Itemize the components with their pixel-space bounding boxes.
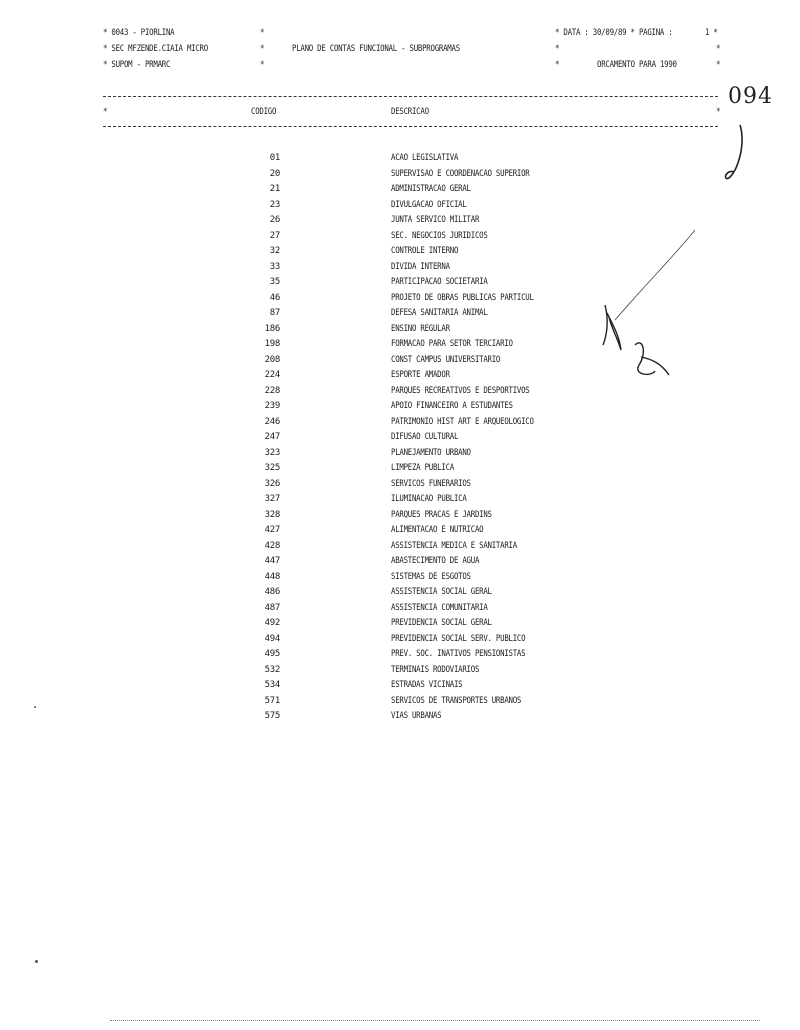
table-row <box>0 556 800 572</box>
row-description: SERVICOS DE TRANSPORTES URBANOS <box>391 695 522 706</box>
table-row <box>0 572 800 588</box>
row-description: ILUMINACAO PUBLICA <box>391 494 467 504</box>
row-description: PROJETO DE OBRAS PUBLICAS PARTICUL <box>391 292 534 303</box>
table-row <box>0 463 800 479</box>
row-code: 87 <box>269 308 280 318</box>
table-row <box>0 308 800 324</box>
row-code: 326 <box>264 478 280 489</box>
row-code: 224 <box>264 370 280 380</box>
row-code: 494 <box>264 633 280 644</box>
row-code: 246 <box>264 416 280 427</box>
column-header-code: CODIGO <box>251 107 277 117</box>
column-header-separator: * <box>716 107 721 117</box>
header-separator: * <box>716 60 721 70</box>
row-code: 534 <box>264 680 280 690</box>
row-code: 20 <box>269 168 280 179</box>
row-code: 325 <box>264 463 280 473</box>
table-row <box>0 246 800 262</box>
header-department-line: * SEC MFZENDE.CIAIA MICRO <box>103 44 208 54</box>
row-code: 27 <box>269 230 280 241</box>
row-code: 492 <box>264 618 280 628</box>
row-description: SERVICOS FUNERARIOS <box>391 478 471 489</box>
table-row <box>0 401 800 417</box>
top-rule <box>103 96 718 97</box>
row-code: 208 <box>264 354 280 365</box>
row-code: 427 <box>264 525 280 535</box>
header-separator: * <box>716 44 721 54</box>
row-code: 228 <box>264 385 280 396</box>
row-code: 32 <box>269 246 280 256</box>
table-row <box>0 525 800 541</box>
page-stamp-number: 094 <box>728 84 773 109</box>
table-row <box>0 510 800 526</box>
header-bottom-rule <box>103 126 718 127</box>
row-code: 328 <box>264 509 280 520</box>
row-code: 487 <box>264 602 280 613</box>
row-description: ALIMENTACAO E NUTRICAO <box>391 525 484 535</box>
table-row <box>0 293 800 309</box>
row-description: SISTEMAS DE ESGOTOS <box>391 571 471 582</box>
header-separator: * <box>555 44 560 54</box>
budget-year-label: ORCAMENTO PARA 1990 <box>597 60 677 70</box>
table-row <box>0 215 800 231</box>
report-title: PLANO DE CONTAS FUNCIONAL - SUBPROGRAMAS <box>292 44 460 54</box>
table-row <box>0 618 800 634</box>
row-code: 247 <box>264 432 280 442</box>
table-row <box>0 277 800 293</box>
row-description: DIFUSAO CULTURAL <box>391 432 459 442</box>
table-row <box>0 649 800 665</box>
table-row <box>0 494 800 510</box>
row-code: 532 <box>264 664 280 675</box>
table-row <box>0 200 800 216</box>
row-description: ESTRADAS VICINAIS <box>391 680 463 690</box>
row-code: 327 <box>264 494 280 504</box>
table-row <box>0 711 800 727</box>
row-description: PREVIDENCIA SOCIAL GERAL <box>391 618 492 628</box>
row-code: 575 <box>264 711 280 721</box>
table-row <box>0 680 800 696</box>
row-code: 239 <box>264 401 280 411</box>
scan-noise-line <box>110 1020 760 1021</box>
table-row <box>0 634 800 650</box>
table-row <box>0 386 800 402</box>
row-description: SEC. NEGOCIOS JURIDICOS <box>391 230 488 241</box>
row-code: 01 <box>269 153 280 163</box>
table-row <box>0 370 800 386</box>
table-row <box>0 169 800 185</box>
row-code: 448 <box>264 571 280 582</box>
row-code: 186 <box>264 323 280 334</box>
table-row <box>0 231 800 247</box>
row-description: ASSISTENCIA SOCIAL GERAL <box>391 587 492 597</box>
row-description: APOIO FINANCEIRO A ESTUDANTES <box>391 401 513 411</box>
row-description: FORMACAO PARA SETOR TERCIARIO <box>391 339 513 349</box>
header-separator: * <box>260 44 265 54</box>
row-code: 21 <box>269 184 280 194</box>
row-description: VIAS URBANAS <box>391 711 442 721</box>
page-number: 1 * <box>705 28 718 38</box>
header-unit-line: * SUPOM - PRMARC <box>103 60 171 70</box>
table-row <box>0 665 800 681</box>
table-row <box>0 153 800 169</box>
date-page-label: * DATA : 30/09/89 * PAGINA : <box>555 28 673 38</box>
row-code: 447 <box>264 556 280 566</box>
table-row <box>0 448 800 464</box>
row-description: LIMPEZA PUBLICA <box>391 463 454 473</box>
row-description: PLANEJAMENTO URBANO <box>391 447 471 458</box>
row-code: 198 <box>264 339 280 349</box>
row-description: CONTROLE INTERNO <box>391 246 459 256</box>
row-code: 35 <box>269 277 280 287</box>
row-code: 323 <box>264 447 280 458</box>
table-row <box>0 603 800 619</box>
table-row <box>0 262 800 278</box>
header-separator: * <box>260 60 265 70</box>
row-description: PARQUES PRACAS E JARDINS <box>391 509 492 520</box>
scan-speck <box>35 960 38 963</box>
row-code: 428 <box>264 540 280 551</box>
header-entity-line: * 0043 - PIORLINA <box>103 28 175 38</box>
row-description: ASSISTENCIA COMUNITARIA <box>391 602 488 613</box>
row-description: ENSINO REGULAR <box>391 323 450 334</box>
table-row <box>0 324 800 340</box>
table-row <box>0 541 800 557</box>
row-description: DIVULGACAO OFICIAL <box>391 199 467 210</box>
row-code: 46 <box>269 292 280 303</box>
row-description: PATRIMONIO HIST ART E ARQUEOLOGICO <box>391 416 534 427</box>
table-row <box>0 432 800 448</box>
row-code: 26 <box>269 215 280 225</box>
row-description: PARTICIPACAO SOCIETARIA <box>391 277 488 287</box>
row-description: CONST CAMPUS UNIVERSITARIO <box>391 354 501 365</box>
header-separator: * <box>555 60 560 70</box>
row-code: 495 <box>264 649 280 659</box>
row-description: ABASTECIMENTO DE AGUA <box>391 556 480 566</box>
row-description: ACAO LEGISLATIVA <box>391 153 459 163</box>
row-description: DEFESA SANITARIA ANIMAL <box>391 308 488 318</box>
column-header-description: DESCRICAO <box>391 107 429 117</box>
row-description: PARQUES RECREATIVOS E DESPORTIVOS <box>391 385 530 396</box>
row-code: 33 <box>269 261 280 272</box>
row-code: 571 <box>264 695 280 706</box>
row-description: PREVIDENCIA SOCIAL SERV. PUBLICO <box>391 633 526 644</box>
row-description: JUNTA SERVICO MILITAR <box>391 215 480 225</box>
table-row <box>0 696 800 712</box>
row-description: ADMINISTRACAO GERAL <box>391 184 471 194</box>
table-row <box>0 587 800 603</box>
row-code: 486 <box>264 587 280 597</box>
row-description: DIVIDA INTERNA <box>391 261 450 272</box>
table-row <box>0 184 800 200</box>
table-row <box>0 417 800 433</box>
header-separator: * <box>260 28 265 38</box>
subprogram-table <box>0 153 800 727</box>
table-row <box>0 355 800 371</box>
row-description: SUPERVISAO E COORDENACAO SUPERIOR <box>391 168 530 179</box>
row-description: ESPORTE AMADOR <box>391 370 450 380</box>
table-row <box>0 479 800 495</box>
row-code: 23 <box>269 199 280 210</box>
column-header-separator: * <box>103 107 108 117</box>
row-description: TERMINAIS RODOVIARIOS <box>391 664 480 675</box>
row-description: PREV. SOC. INATIVOS PENSIONISTAS <box>391 649 526 659</box>
row-description: ASSISTENCIA MEDICA E SANITARIA <box>391 540 517 551</box>
table-row <box>0 339 800 355</box>
